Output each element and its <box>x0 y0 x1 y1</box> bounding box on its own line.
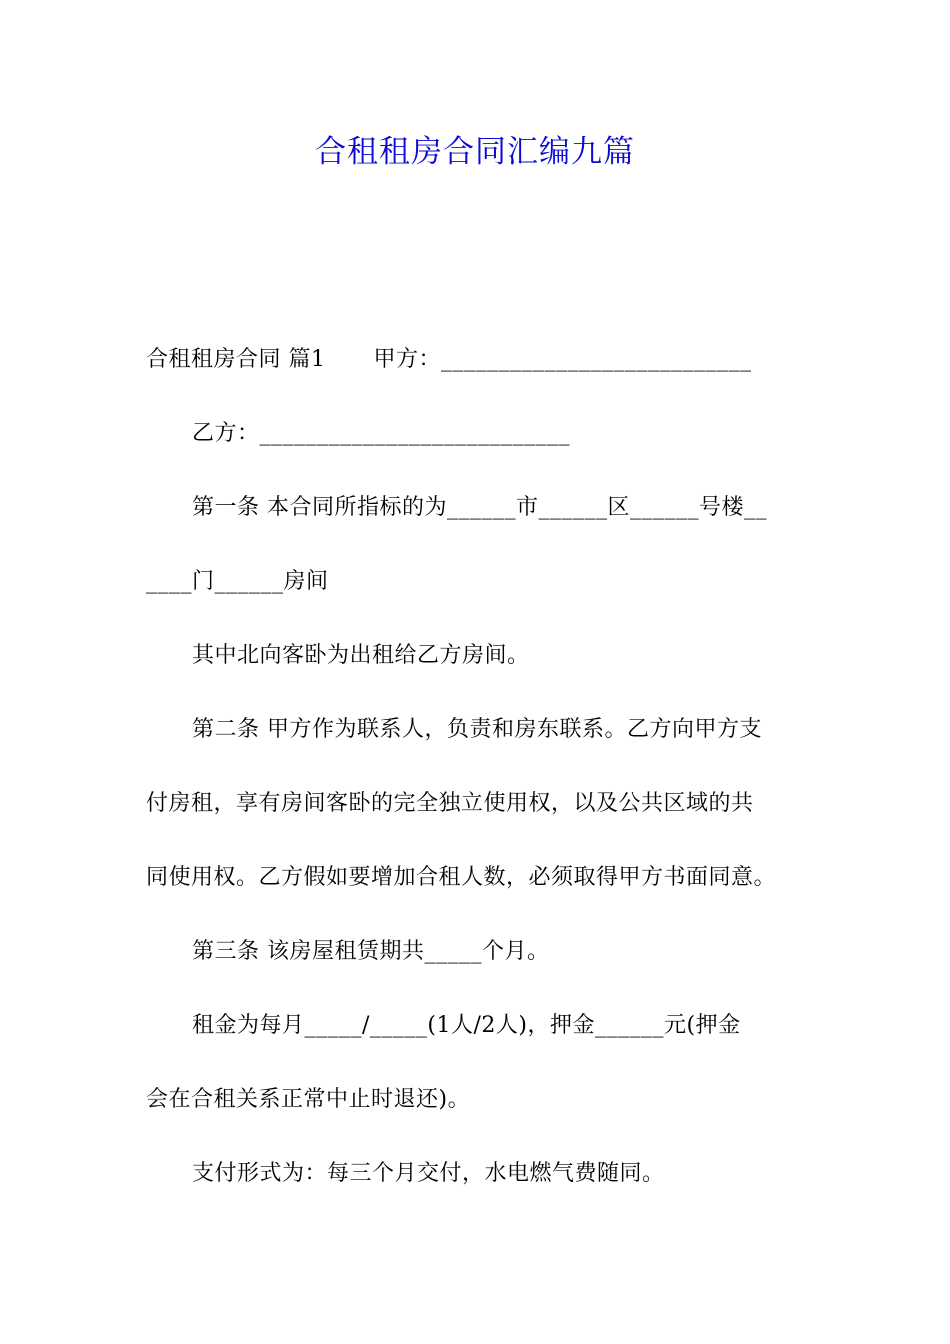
section-label: 合租租房合同 篇1 <box>146 347 326 372</box>
article-2-line-1: 第二条 甲方作为联系人，负责和房东联系。乙方向甲方支 <box>192 717 762 742</box>
rent-line-1: 租金为每月_____/_____(1人/2人)，押金______元(押金 <box>192 1013 741 1038</box>
article-1-line-1: 第一条 本合同所指标的为______市______区______号楼__ <box>192 495 767 520</box>
article-3-line-1: 第三条 该房屋租赁期共_____个月。 <box>192 939 550 964</box>
article-2-line-3: 同使用权。乙方假如要增加合租人数，必须取得甲方书面同意。 <box>146 865 777 890</box>
room-description: 其中北向客卧为出租给乙方房间。 <box>192 643 530 668</box>
party-b-line: 乙方：___________________________ <box>192 421 571 446</box>
rent-line-2: 会在合租关系正常中止时退还)。 <box>146 1087 471 1112</box>
article-1-line-2: ____门______房间 <box>146 569 329 594</box>
party-a-field: 甲方：___________________________ <box>373 347 752 372</box>
document-title: 合租租房合同汇编九篇 <box>315 134 635 170</box>
article-2-line-2: 付房租，享有房间客卧的完全独立使用权，以及公共区域的共 <box>146 791 754 816</box>
document-body <box>146 336 808 1224</box>
contract-heading-line <box>146 336 808 410</box>
payment-terms-line: 支付形式为：每三个月交付，水电燃气费随同。 <box>192 1161 665 1186</box>
